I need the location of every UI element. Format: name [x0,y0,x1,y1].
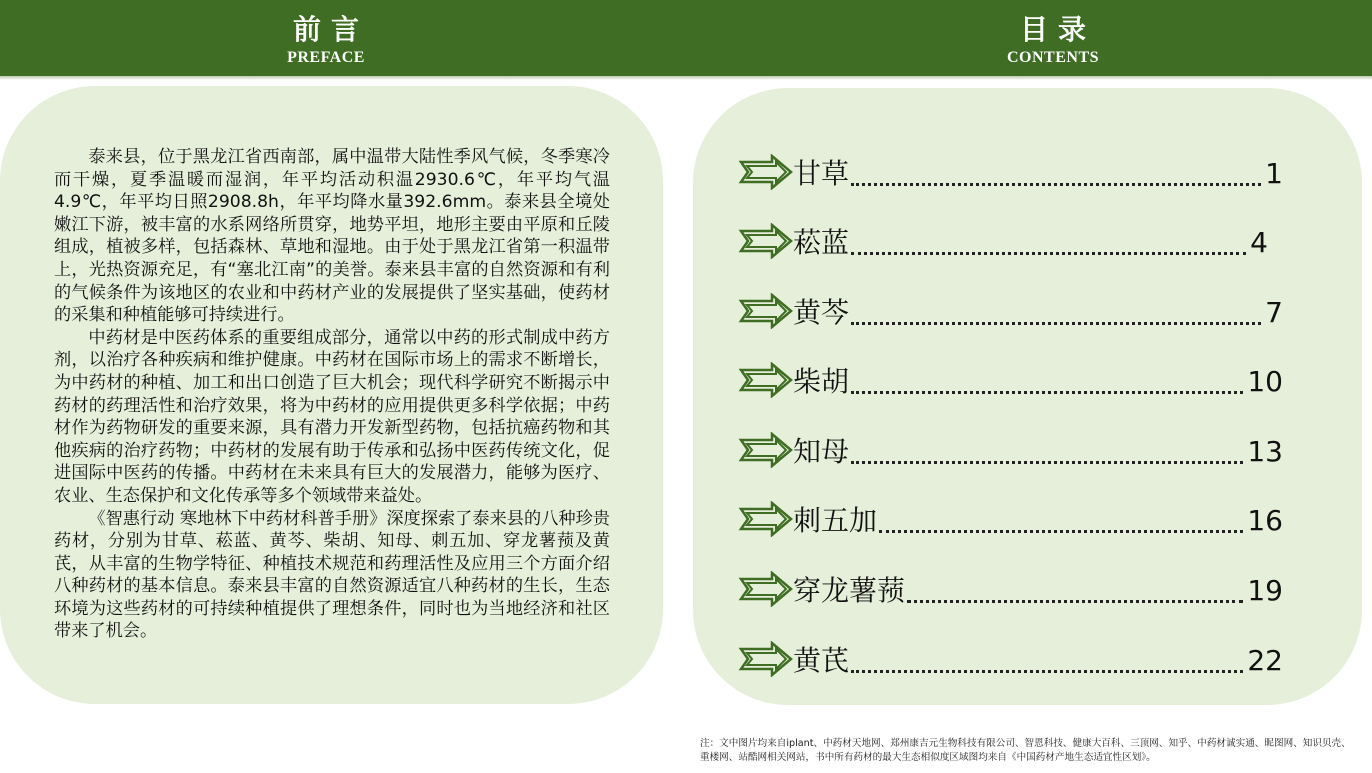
preface-title-en: PREFACE [287,49,365,66]
toc-entry[interactable] [738,358,1298,402]
contents-title-en: CONTENTS [1006,49,1100,66]
toc-entry[interactable] [738,497,1298,541]
toc-row [793,567,1283,611]
toc-leader-dots [851,321,1261,325]
toc-entry-name: 柴胡 [793,365,850,398]
toc-entry-name: 刺五加 [793,504,878,537]
toc-leader-dots [851,460,1243,464]
preface-paragraph: 中药材是中医药体系的重要组成部分，通常以中药的形式制成中药方剂，以治疗各种疾病和维护健康。中药材在国际市场上的需求不断增长，为中药材的种植、加工和出口创造了巨大机会；现代科学研究不断揭示中药材的药理活性和治疗效果，将为中药材的应用提供更多科学依据；中药材作为药物研发的重要来源，具有潜力开发新型药物，包括抗癌药物和其他疾病的治疗药物；中药材的发展有助于传承和弘扬中医药传统文化，促进国际中医药的传播。中药材在未来具有巨大的发展潜力，能够为医疗、农业、生态保护和文化传承等多个领域带来益处。 [54,327,610,506]
toc-entry-page: 10 [1247,365,1283,398]
toc-entry-name: 黄芩 [793,296,850,329]
toc-entry[interactable] [738,150,1298,194]
toc-entry[interactable] [738,567,1298,611]
header-shadow [0,76,1372,80]
toc-leader-dots [851,669,1243,673]
toc-row [793,150,1283,194]
toc-leader-dots [879,529,1243,533]
toc-entry[interactable] [738,219,1298,263]
toc-entry-page: 22 [1247,644,1283,677]
double-outline-arrow-right-icon [738,154,794,190]
toc-row [793,637,1283,681]
toc-entry-name: 菘蓝 [793,226,850,259]
double-outline-arrow-right-icon [738,362,794,398]
header-bar [0,0,1372,76]
double-outline-arrow-right-icon [738,641,794,677]
preface-title-zh: 前言 [292,13,369,46]
toc-leader-dots [907,599,1243,603]
toc-entry-page: 13 [1247,435,1283,468]
preface-paragraph: 《智惠行动 寒地林下中药材科普手册》深度探索了泰来县的八种珍贵药材，分别为甘草、菘蓝、黄芩、柴胡、知母、刺五加、穿龙薯蓣及黄芪，从丰富的生物学特征、种植技术规范和药理活性及应用三个方面介绍八种药材的基本信息。泰来县丰富的自然资源适宜八种药材的生长，生态环境为这些药材的可持续种植提供了理想条件，同时也为当地经济和社区带来了机会。 [54,508,610,642]
double-outline-arrow-right-icon [738,432,794,468]
toc-entry-page: 1 [1265,157,1283,190]
toc-entry-page: 19 [1247,574,1283,607]
toc-row [793,219,1268,263]
footnote: 注：文中图片均来自iplant、中药材天地网、郑州康吉元生物科技有限公司、智恩科技、健康大百科、三顶网、知乎、中药材诚实通、昵图网、知识贝壳、重楼网、站酷网相关网站，书中所有药材的最大生态相似度区域图均来自《中国药材产地生态适宜性区划》。 [700,738,1351,763]
toc-entry-name: 黄芪 [793,644,850,677]
toc-entry-page: 7 [1265,296,1283,329]
toc-entry-page: 16 [1247,504,1283,537]
toc-entry-name: 甘草 [793,157,850,190]
toc-row [793,358,1283,402]
double-outline-arrow-right-icon [738,571,794,607]
toc-entry[interactable] [738,428,1298,472]
double-outline-arrow-right-icon [738,223,794,259]
toc-entry-page: 4 [1250,226,1268,259]
contents-title-zh: 目录 [1019,13,1096,46]
toc-entry[interactable] [738,289,1298,333]
toc-entry-name: 知母 [793,435,850,468]
toc-leader-dots [851,251,1246,255]
double-outline-arrow-right-icon [738,501,794,537]
toc-leader-dots [851,182,1261,186]
toc-row [793,428,1283,472]
toc-entry[interactable] [738,637,1298,681]
contents-heading [953,0,1153,76]
preface-paragraph: 泰来县，位于黑龙江省西南部，属中温带大陆性季风气候，冬季寒冷而干燥，夏季温暖而湿润，年平均活动积温2930.6℃，年平均气温4.9℃，年平均日照2908.8h，年平均降水量392.6mm。泰来县全境处嫩江下游，被丰富的水系网络所贯穿，地势平坦，地形主要由平原和丘陵组成，植被多样，包括森林、草地和湿地。由于处于黑龙江省第一积温带上，光热资源充足，有“塞北江南”的美誉。泰来县丰富的自然资源和有利的气候条件为该地区的农业和中药材产业的发展提供了坚实基础，使药材的采集和种植能够可持续进行。 [54,147,610,326]
toc-entry-name: 穿龙薯蓣 [793,574,906,607]
toc-row [793,289,1283,333]
toc-row [793,497,1283,541]
toc-leader-dots [851,390,1243,394]
preface-body [54,146,610,643]
double-outline-arrow-right-icon [738,293,794,329]
preface-heading [226,0,426,76]
